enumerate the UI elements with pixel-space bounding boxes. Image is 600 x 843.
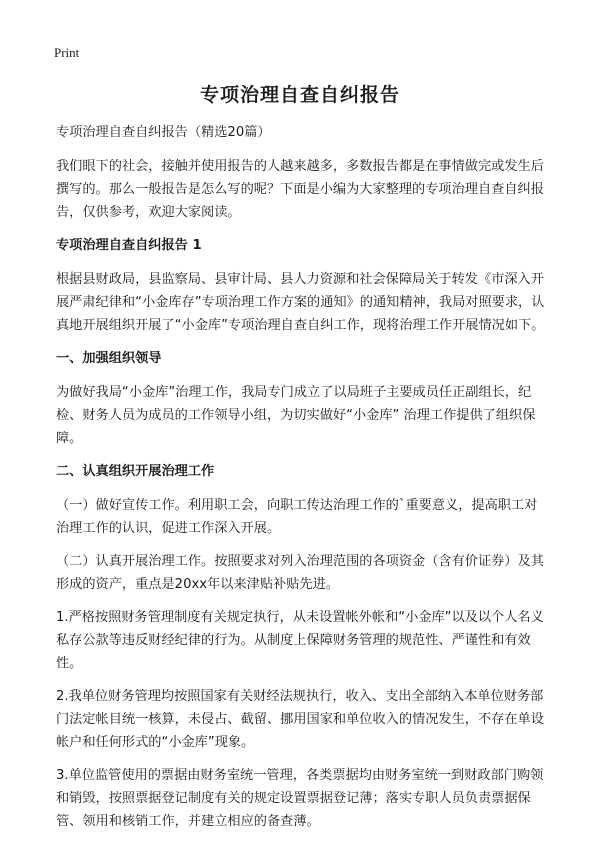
section-2-paragraph-1: （一）做好宣传工作。利用职工会，向职工传达治理工作的`重要意义，提高职工对治理工作的认识，促进工作深入开展。 bbox=[56, 498, 538, 536]
document-body bbox=[56, 121, 548, 843]
section-1-paragraph: 为做好我局“小金库”治理工作，我局专门成立了以局班子主要成员任正副组长，纪检、财务人员为成员的工作领导小组，为切实做好“小金库” 治理工作提供了组织保障。 bbox=[56, 385, 536, 446]
section-2-heading: 二、认真组织开展治理工作 bbox=[56, 464, 215, 479]
report-intro-paragraph: 根据县财政局，县监察局、县审计局、县人力资源和社会保障局关于转发《市深入开展严肃纪律和“小金库存”专项治理工作方案的通知》的通知精神，我局对照要求，认真地开展组织开展了“小金库”专项治理自查自纠工作，现将治理工作开展情况如下。 bbox=[56, 272, 545, 333]
document-title: 专项治理自查自纠报告 bbox=[199, 84, 400, 106]
section-2-paragraph-2: （二）认真开展治理工作。按照要求对列入治理范围的各项资金（含有价证券）及其形成的资产，重点是20xx年以来津贴补贴先进。 bbox=[56, 554, 544, 592]
intro-paragraph: 我们眼下的社会，接触并使用报告的人越来越多，多数报告都是在事情做完或发生后撰写的。那么一般报告是怎么写的呢？下面是小编为大家整理的专项治理自查自纠报告，仅供参考，欢迎大家阅读。 bbox=[56, 159, 544, 220]
print-link[interactable]: Print bbox=[54, 45, 80, 60]
document-subtitle: 专项治理自查自纠报告（精选20篇） bbox=[56, 125, 271, 140]
list-item-3: 3.单位监管使用的票据由财务室统一管理，各类票据均由财务室统一到财政部门购领和销毁，按照票据登记制度有关的规定设置票据登记薄；落实专职人员负责票据保管、领用和核销工作，并建立相应的备查薄。 bbox=[56, 768, 544, 829]
report-heading: 专项治理自查自纠报告 1 bbox=[56, 238, 202, 253]
section-1-heading: 一、加强组织领导 bbox=[56, 351, 162, 366]
list-item-2: 2.我单位财务管理均按照国家有关财经法规执行，收入、支出全部纳入本单位财务部门法定帐目统一核算，未侵占、截留、挪用国家和单位收入的情况发生，不存在单设帐户和任何形式的“小金库”现象。 bbox=[56, 689, 544, 750]
list-item-1: 1.严格按照财务管理制度有关规定执行，从未设置帐外帐和“小金库”以及以个人名义私存公款等违反财经纪律的行为。从制度上保障财务管理的规范性、严谨性和有效性。 bbox=[56, 610, 544, 671]
